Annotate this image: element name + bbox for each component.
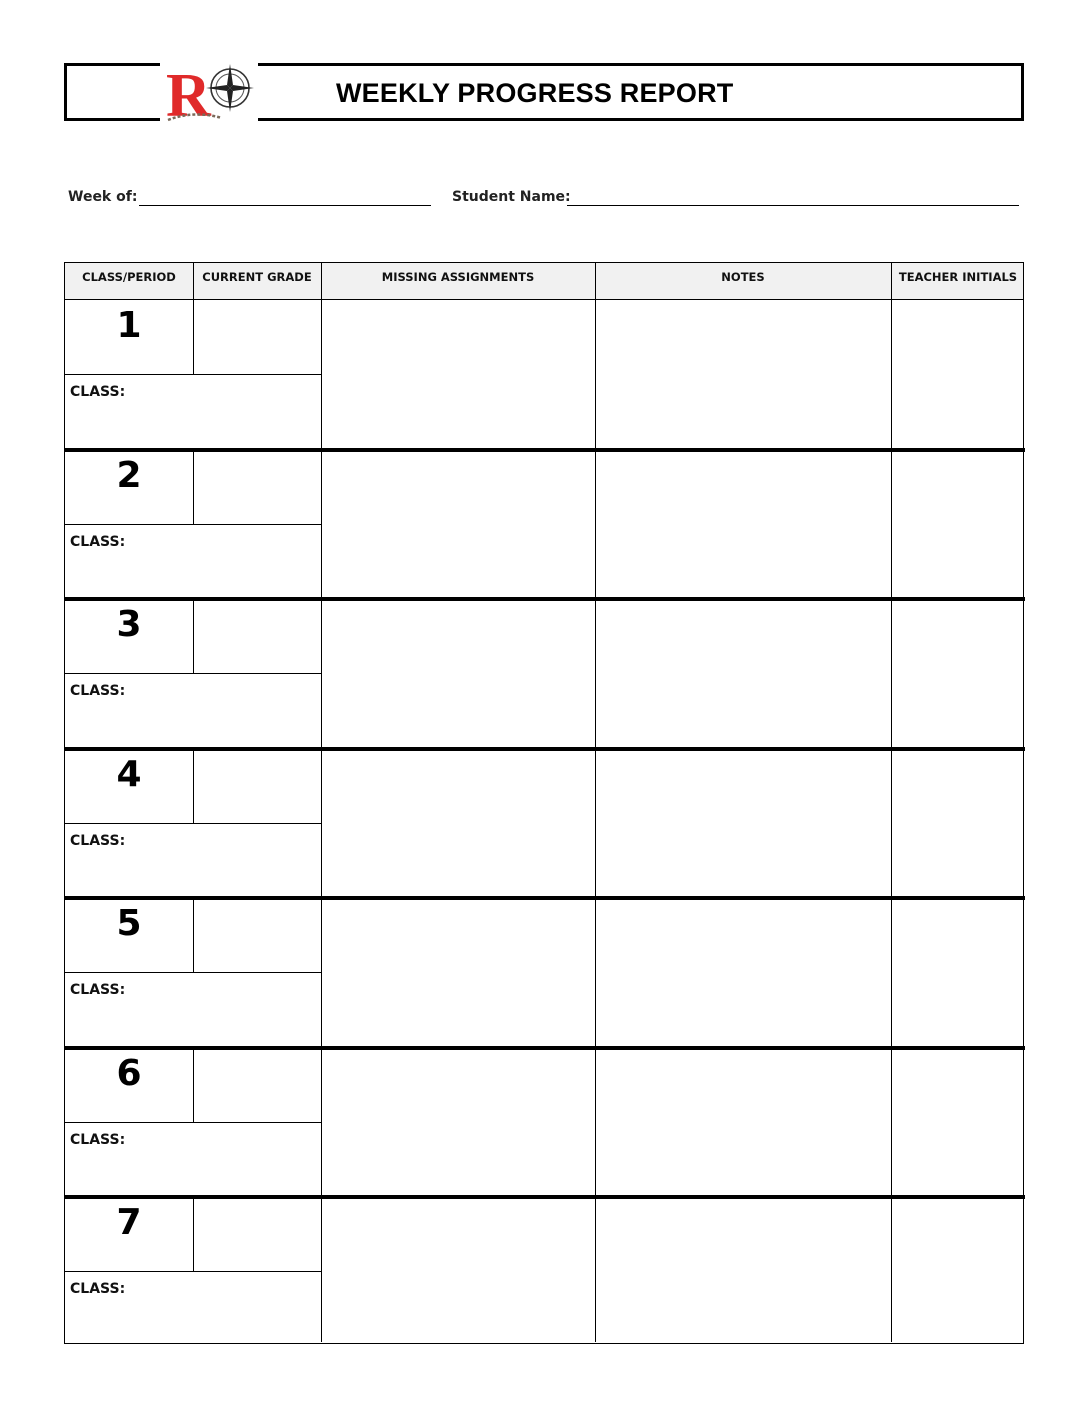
current-grade-cell[interactable] bbox=[195, 302, 319, 372]
missing-assignments-cell[interactable] bbox=[323, 1199, 593, 1341]
class-name-label: CLASS: bbox=[70, 832, 126, 849]
current-grade-cell[interactable] bbox=[195, 751, 319, 821]
period-number: 1 bbox=[116, 305, 142, 346]
table-row bbox=[65, 898, 1023, 1048]
class-cell-divider bbox=[65, 673, 321, 674]
table-row bbox=[65, 749, 1023, 899]
class-name-label: CLASS: bbox=[70, 1281, 126, 1297]
col-header-missing-assignments: MISSING ASSIGNMENTS bbox=[381, 270, 535, 284]
period-number: 6 bbox=[116, 1052, 142, 1094]
missing-assignments-cell[interactable] bbox=[323, 302, 593, 444]
table-row bbox=[65, 1197, 1023, 1347]
class-name-label: CLASS: bbox=[70, 1131, 126, 1148]
col-header-current-grade: CURRENT GRADE bbox=[202, 270, 312, 284]
svg-text:R: R bbox=[166, 62, 211, 126]
teacher-initials-cell[interactable] bbox=[893, 751, 1023, 893]
current-grade-cell[interactable] bbox=[195, 452, 319, 522]
current-grade-cell[interactable] bbox=[195, 1050, 319, 1120]
class-cell-divider bbox=[65, 1122, 321, 1123]
grade-cell-divider bbox=[193, 1048, 194, 1122]
table-header-row bbox=[65, 263, 1023, 300]
week-of-label: Week of: bbox=[68, 189, 138, 205]
period-number: 2 bbox=[116, 454, 142, 496]
period-number: 7 bbox=[116, 1202, 142, 1243]
grade-cell-divider bbox=[193, 599, 194, 673]
notes-cell[interactable] bbox=[597, 452, 889, 594]
teacher-initials-cell[interactable] bbox=[893, 900, 1023, 1042]
table-row bbox=[65, 300, 1023, 450]
page-title: WEEKLY PROGRESS REPORT bbox=[336, 78, 734, 108]
notes-cell[interactable] bbox=[597, 1050, 889, 1192]
grade-cell-divider bbox=[193, 300, 194, 374]
missing-assignments-cell[interactable] bbox=[323, 751, 593, 893]
col-header-teacher-initials: TEACHER INITIALS bbox=[898, 270, 1018, 284]
current-grade-cell[interactable] bbox=[195, 601, 319, 671]
class-name-label: CLASS: bbox=[70, 982, 126, 998]
grade-cell-divider bbox=[193, 450, 194, 524]
student-name-field[interactable] bbox=[567, 205, 1019, 206]
teacher-initials-cell[interactable] bbox=[893, 1050, 1023, 1192]
notes-cell[interactable] bbox=[597, 751, 889, 893]
notes-cell[interactable] bbox=[597, 1199, 889, 1341]
notes-cell[interactable] bbox=[597, 900, 889, 1042]
class-cell-divider bbox=[65, 374, 321, 375]
notes-cell[interactable] bbox=[597, 601, 889, 743]
class-cell-divider bbox=[65, 1271, 321, 1272]
column-divider bbox=[193, 263, 194, 300]
grade-cell-divider bbox=[193, 898, 194, 972]
teacher-initials-cell[interactable] bbox=[893, 452, 1023, 594]
class-cell-divider bbox=[65, 823, 321, 824]
col-header-notes: NOTES bbox=[721, 270, 765, 284]
col-header-class-period: CLASS/PERIOD bbox=[82, 270, 176, 284]
current-grade-cell[interactable] bbox=[195, 900, 319, 970]
progress-table bbox=[64, 262, 1024, 1344]
missing-assignments-cell[interactable] bbox=[323, 601, 593, 743]
table-row bbox=[65, 450, 1023, 600]
class-cell-divider bbox=[65, 524, 321, 525]
period-number: 3 bbox=[116, 604, 142, 645]
student-name-label: Student Name: bbox=[452, 189, 571, 205]
missing-assignments-cell[interactable] bbox=[323, 900, 593, 1042]
teacher-initials-cell[interactable] bbox=[893, 302, 1023, 444]
teacher-initials-cell[interactable] bbox=[893, 1199, 1023, 1341]
teacher-initials-cell[interactable] bbox=[893, 601, 1023, 743]
missing-assignments-cell[interactable] bbox=[323, 452, 593, 594]
class-cell-divider bbox=[65, 972, 321, 973]
missing-assignments-cell[interactable] bbox=[323, 1050, 593, 1192]
grade-cell-divider bbox=[193, 749, 194, 823]
current-grade-cell[interactable] bbox=[195, 1199, 319, 1269]
period-number: 4 bbox=[116, 753, 142, 795]
period-number: 5 bbox=[116, 903, 142, 944]
table-row bbox=[65, 599, 1023, 749]
table-row bbox=[65, 1048, 1023, 1198]
notes-cell[interactable] bbox=[597, 302, 889, 444]
class-name-label: CLASS: bbox=[70, 683, 126, 699]
grade-cell-divider bbox=[193, 1197, 194, 1271]
week-of-field[interactable] bbox=[139, 205, 431, 206]
r-compass-logo-icon bbox=[164, 58, 256, 126]
class-name-label: CLASS: bbox=[70, 533, 126, 550]
class-name-label: CLASS: bbox=[70, 384, 126, 400]
